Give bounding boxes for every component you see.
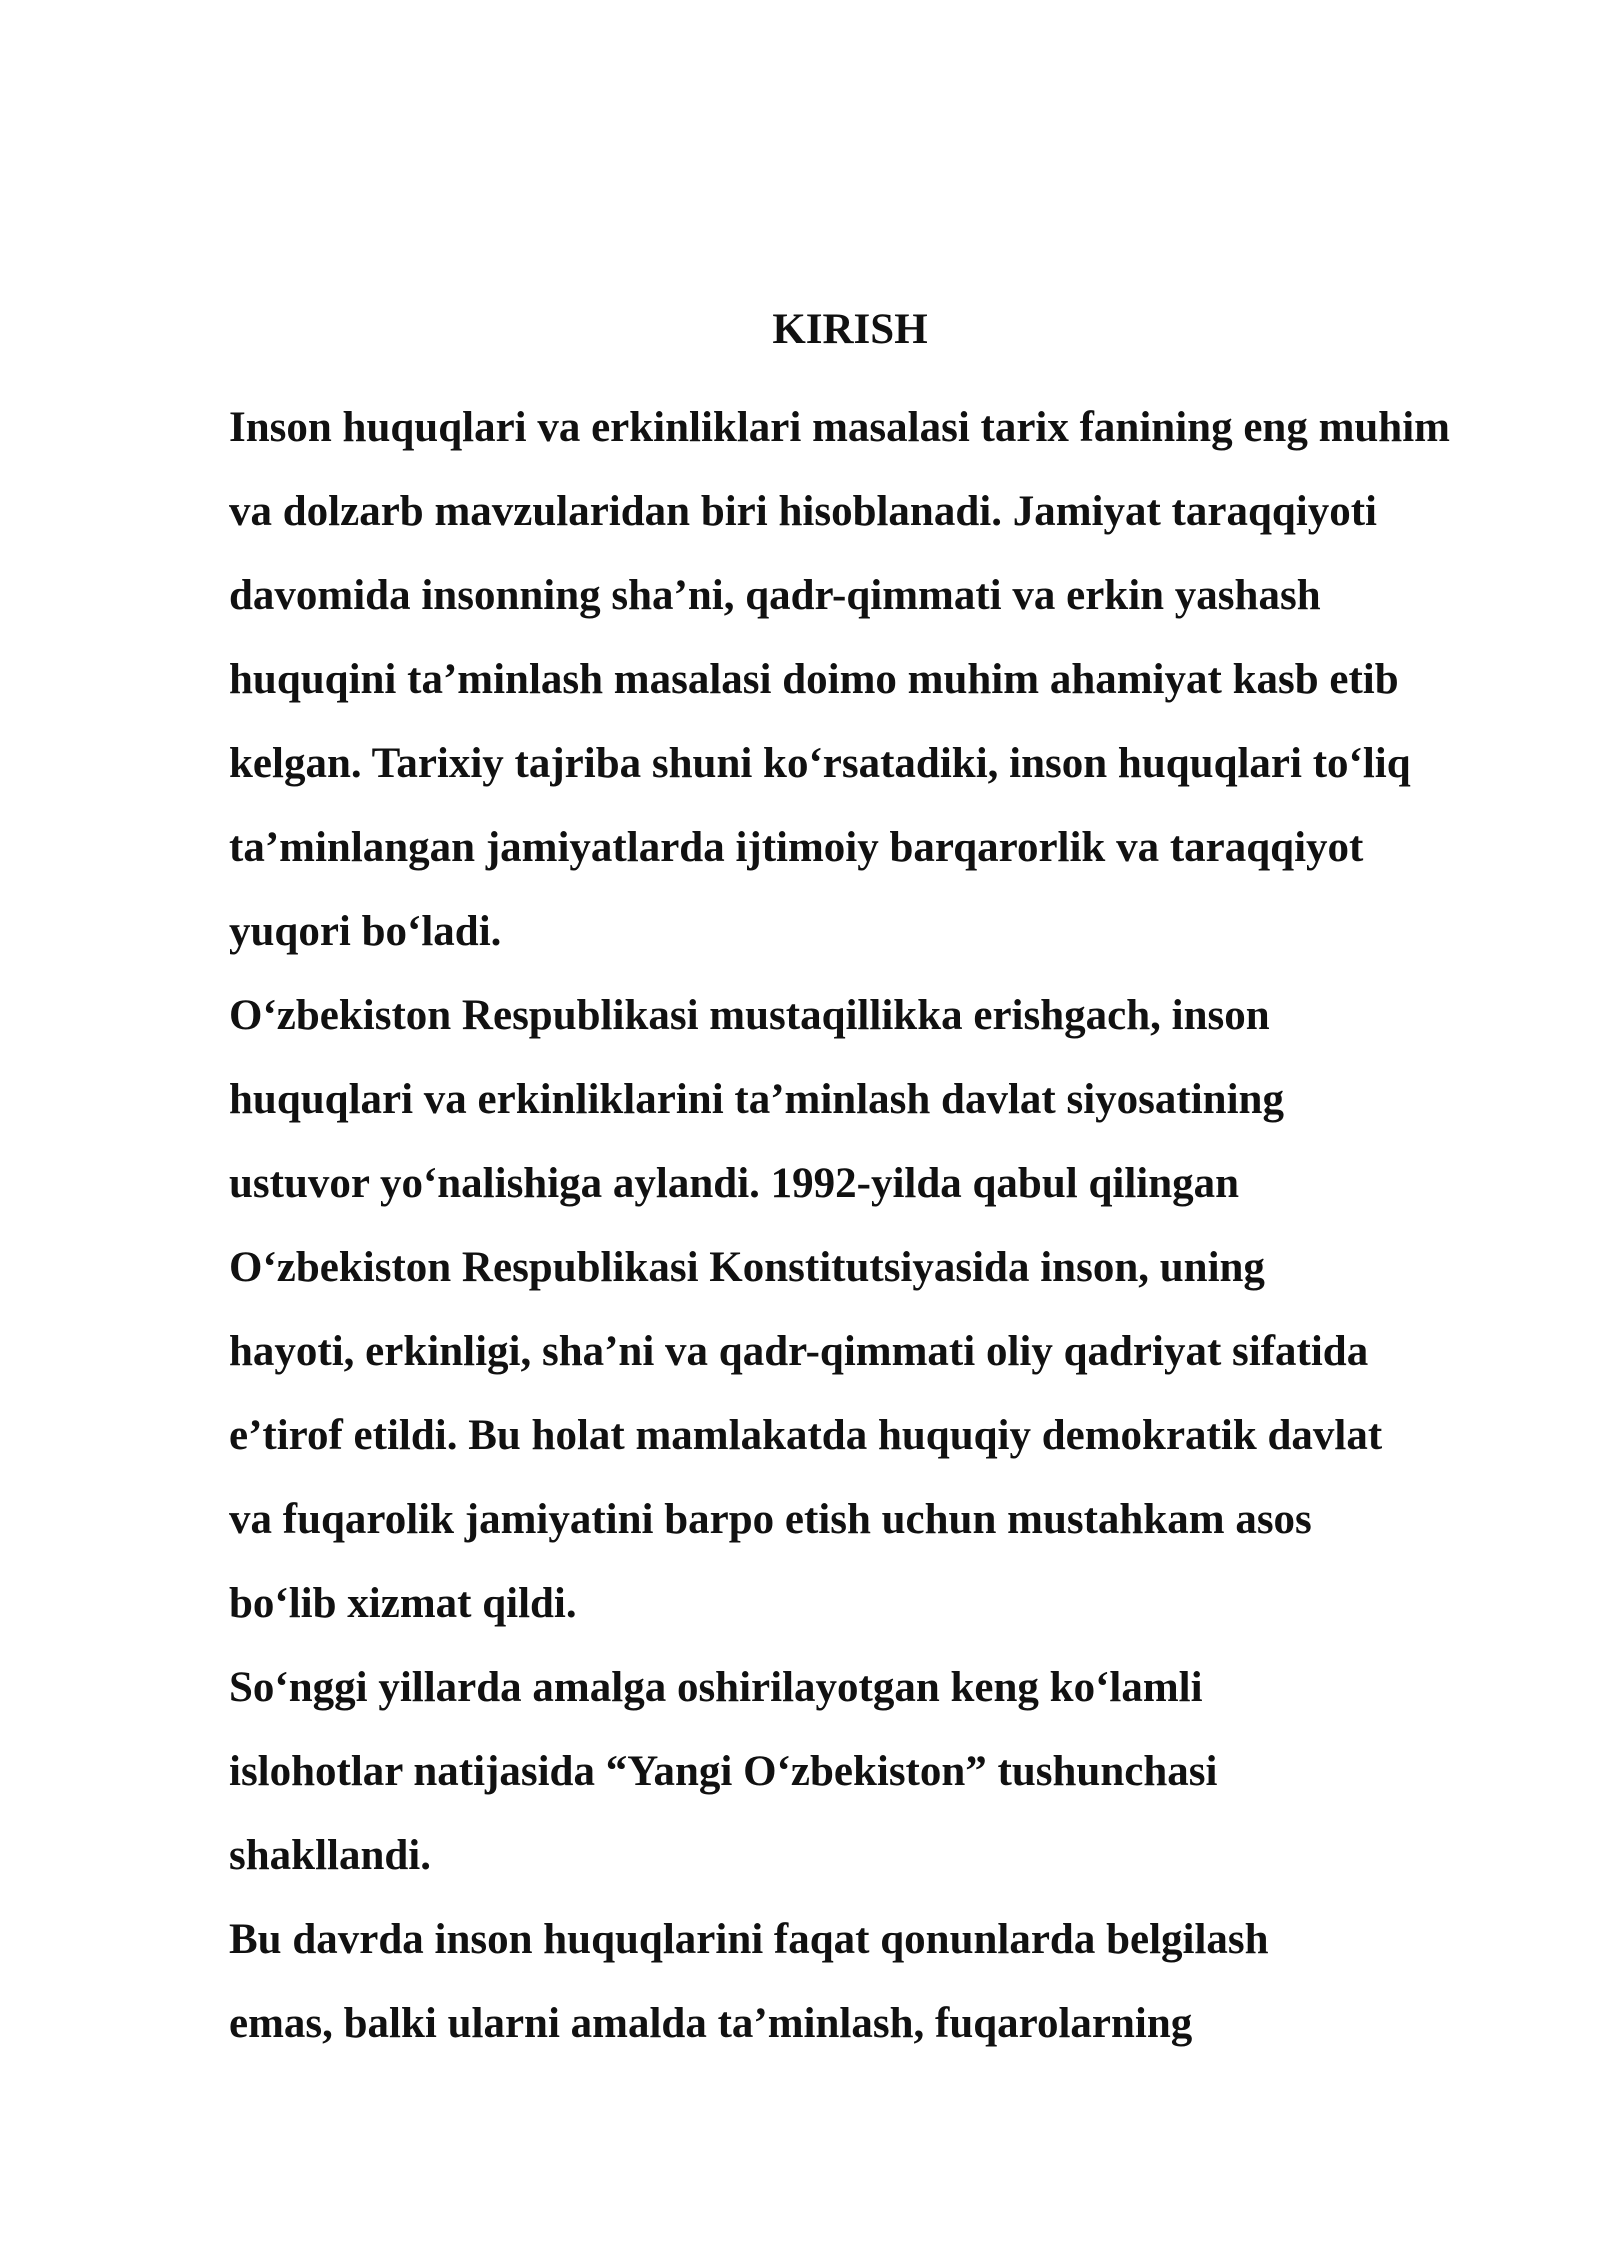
text-line: So‘nggi yillarda amalga oshirilayotgan keng ko‘lamli	[229, 1664, 1203, 1711]
text-line: Bu davrda inson huquqlarini faqat qonunlarda belgilash	[229, 1916, 1269, 1963]
text-line: hayoti, erkinligi, sha’ni va qadr-qimmati oliy qadriyat sifatida	[229, 1328, 1369, 1375]
text-line: shakllandi.	[229, 1832, 431, 1879]
text-line: Inson huquqlari va erkinliklari masalasi tarix fanining eng muhim	[229, 404, 1450, 451]
text-line: bo‘lib xizmat qildi.	[229, 1580, 577, 1627]
text-line: yuqori bo‘ladi.	[229, 908, 502, 955]
text-line: davomida insonning sha’ni, qadr-qimmati va erkin yashash	[229, 572, 1321, 619]
text-line: ustuvor yo‘nalishiga aylandi. 1992-yilda qabul qilingan	[229, 1160, 1240, 1207]
text-line: va dolzarb mavzularidan biri hisoblanadi. Jamiyat taraqqiyoti	[229, 488, 1377, 535]
text-line: kelgan. Tarixiy tajriba shuni ko‘rsatadiki, inson huquqlari to‘liq	[229, 740, 1411, 787]
document-heading: KIRISH	[772, 306, 928, 353]
text-line: huquqini ta’minlash masalasi doimo muhim ahamiyat kasb etib	[229, 656, 1399, 703]
text-line: emas, balki ularni amalda ta’minlash, fuqarolarning	[229, 2000, 1193, 2047]
text-line: va fuqarolik jamiyatini barpo etish uchun mustahkam asos	[229, 1496, 1312, 1543]
text-line: e’tirof etildi. Bu holat mamlakatda huquqiy demokratik davlat	[229, 1412, 1383, 1459]
text-line: ta’minlangan jamiyatlarda ijtimoiy barqarorlik va taraqqiyot	[229, 824, 1364, 871]
document-body	[229, 386, 1529, 2066]
text-line: islohotlar natijasida “Yangi O‘zbekiston” tushunchasi	[229, 1748, 1218, 1795]
text-line: huquqlari va erkinliklarini ta’minlash davlat siyosatining	[229, 1076, 1284, 1123]
text-line: O‘zbekiston Respublikasi Konstitutsiyasida inson, uning	[229, 1244, 1265, 1291]
text-line: O‘zbekiston Respublikasi mustaqillikka erishgach, inson	[229, 992, 1270, 1039]
